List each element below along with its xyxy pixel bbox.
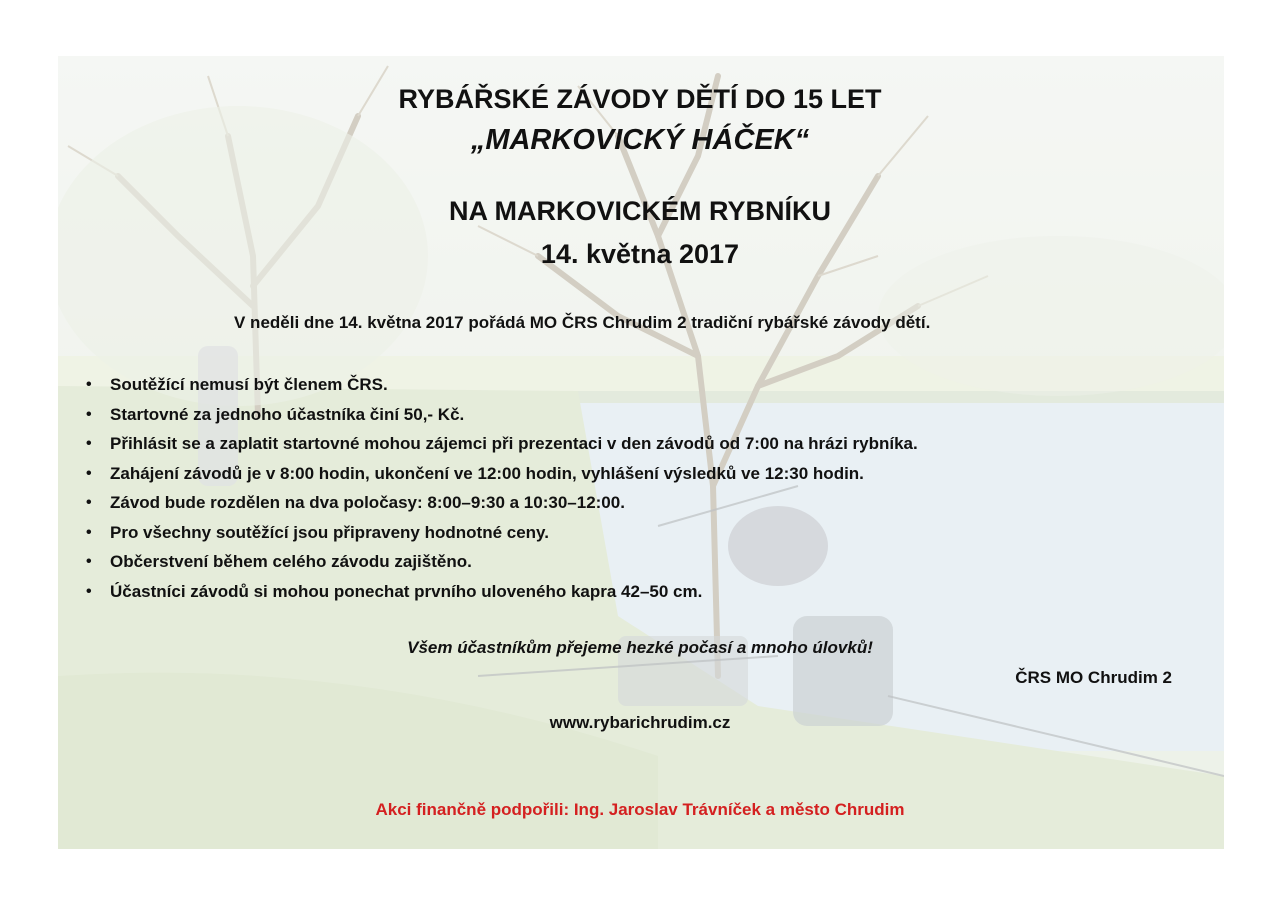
intro-text: V neděli dne 14. května 2017 pořádá MO ČRS Chrudim 2 tradiční rybářské závody dětí.: [234, 313, 931, 332]
list-item: • Pro všechny soutěžící jsou připraveny hodnotné ceny.: [86, 518, 918, 548]
title-line-3: NA MARKOVICKÉM RYBNÍKU: [449, 196, 831, 226]
wish-text: Všem účastníkům přejeme hezké počasí a mnoho úlovků!: [407, 638, 873, 657]
signature: ČRS MO Chrudim 2: [1015, 668, 1172, 687]
list-item: • Účastníci závodů si mohou ponechat prvního uloveného kapra 42–50 cm.: [86, 577, 918, 607]
list-item: • Soutěžící nemusí být členem ČRS.: [86, 370, 918, 400]
title-line-1: RYBÁŘSKÉ ZÁVODY DĚTÍ DO 15 LET: [398, 84, 882, 114]
list-item: • Zahájení závodů je v 8:00 hodin, ukončení ve 12:00 hodin, vyhlášení výsledků ve 12:30 hodin.: [86, 459, 918, 489]
list-item: • Závod bude rozdělen na dva poločasy: 8:00–9:30 a 10:30–12:00.: [86, 488, 918, 518]
list-item: • Startovné za jednoho účastníka činí 50,- Kč.: [86, 400, 918, 430]
title-line-2: „MARKOVICKÝ HÁČEK“: [470, 124, 810, 156]
website-link[interactable]: www.rybarichrudim.cz: [549, 713, 731, 732]
list-item: • Občerstvení během celého závodu zajištěno.: [86, 547, 918, 577]
sponsor-text: Akci finančně podpořili: Ing. Jaroslav Trávníček a město Chrudim: [375, 800, 905, 819]
list-item: • Přihlásit se a zaplatit startovné mohou zájemci při prezentaci v den závodů od 7:00 na hrázi rybníka.: [86, 429, 918, 459]
title-date: 14. května 2017: [540, 239, 740, 269]
rules-list: [86, 370, 918, 606]
